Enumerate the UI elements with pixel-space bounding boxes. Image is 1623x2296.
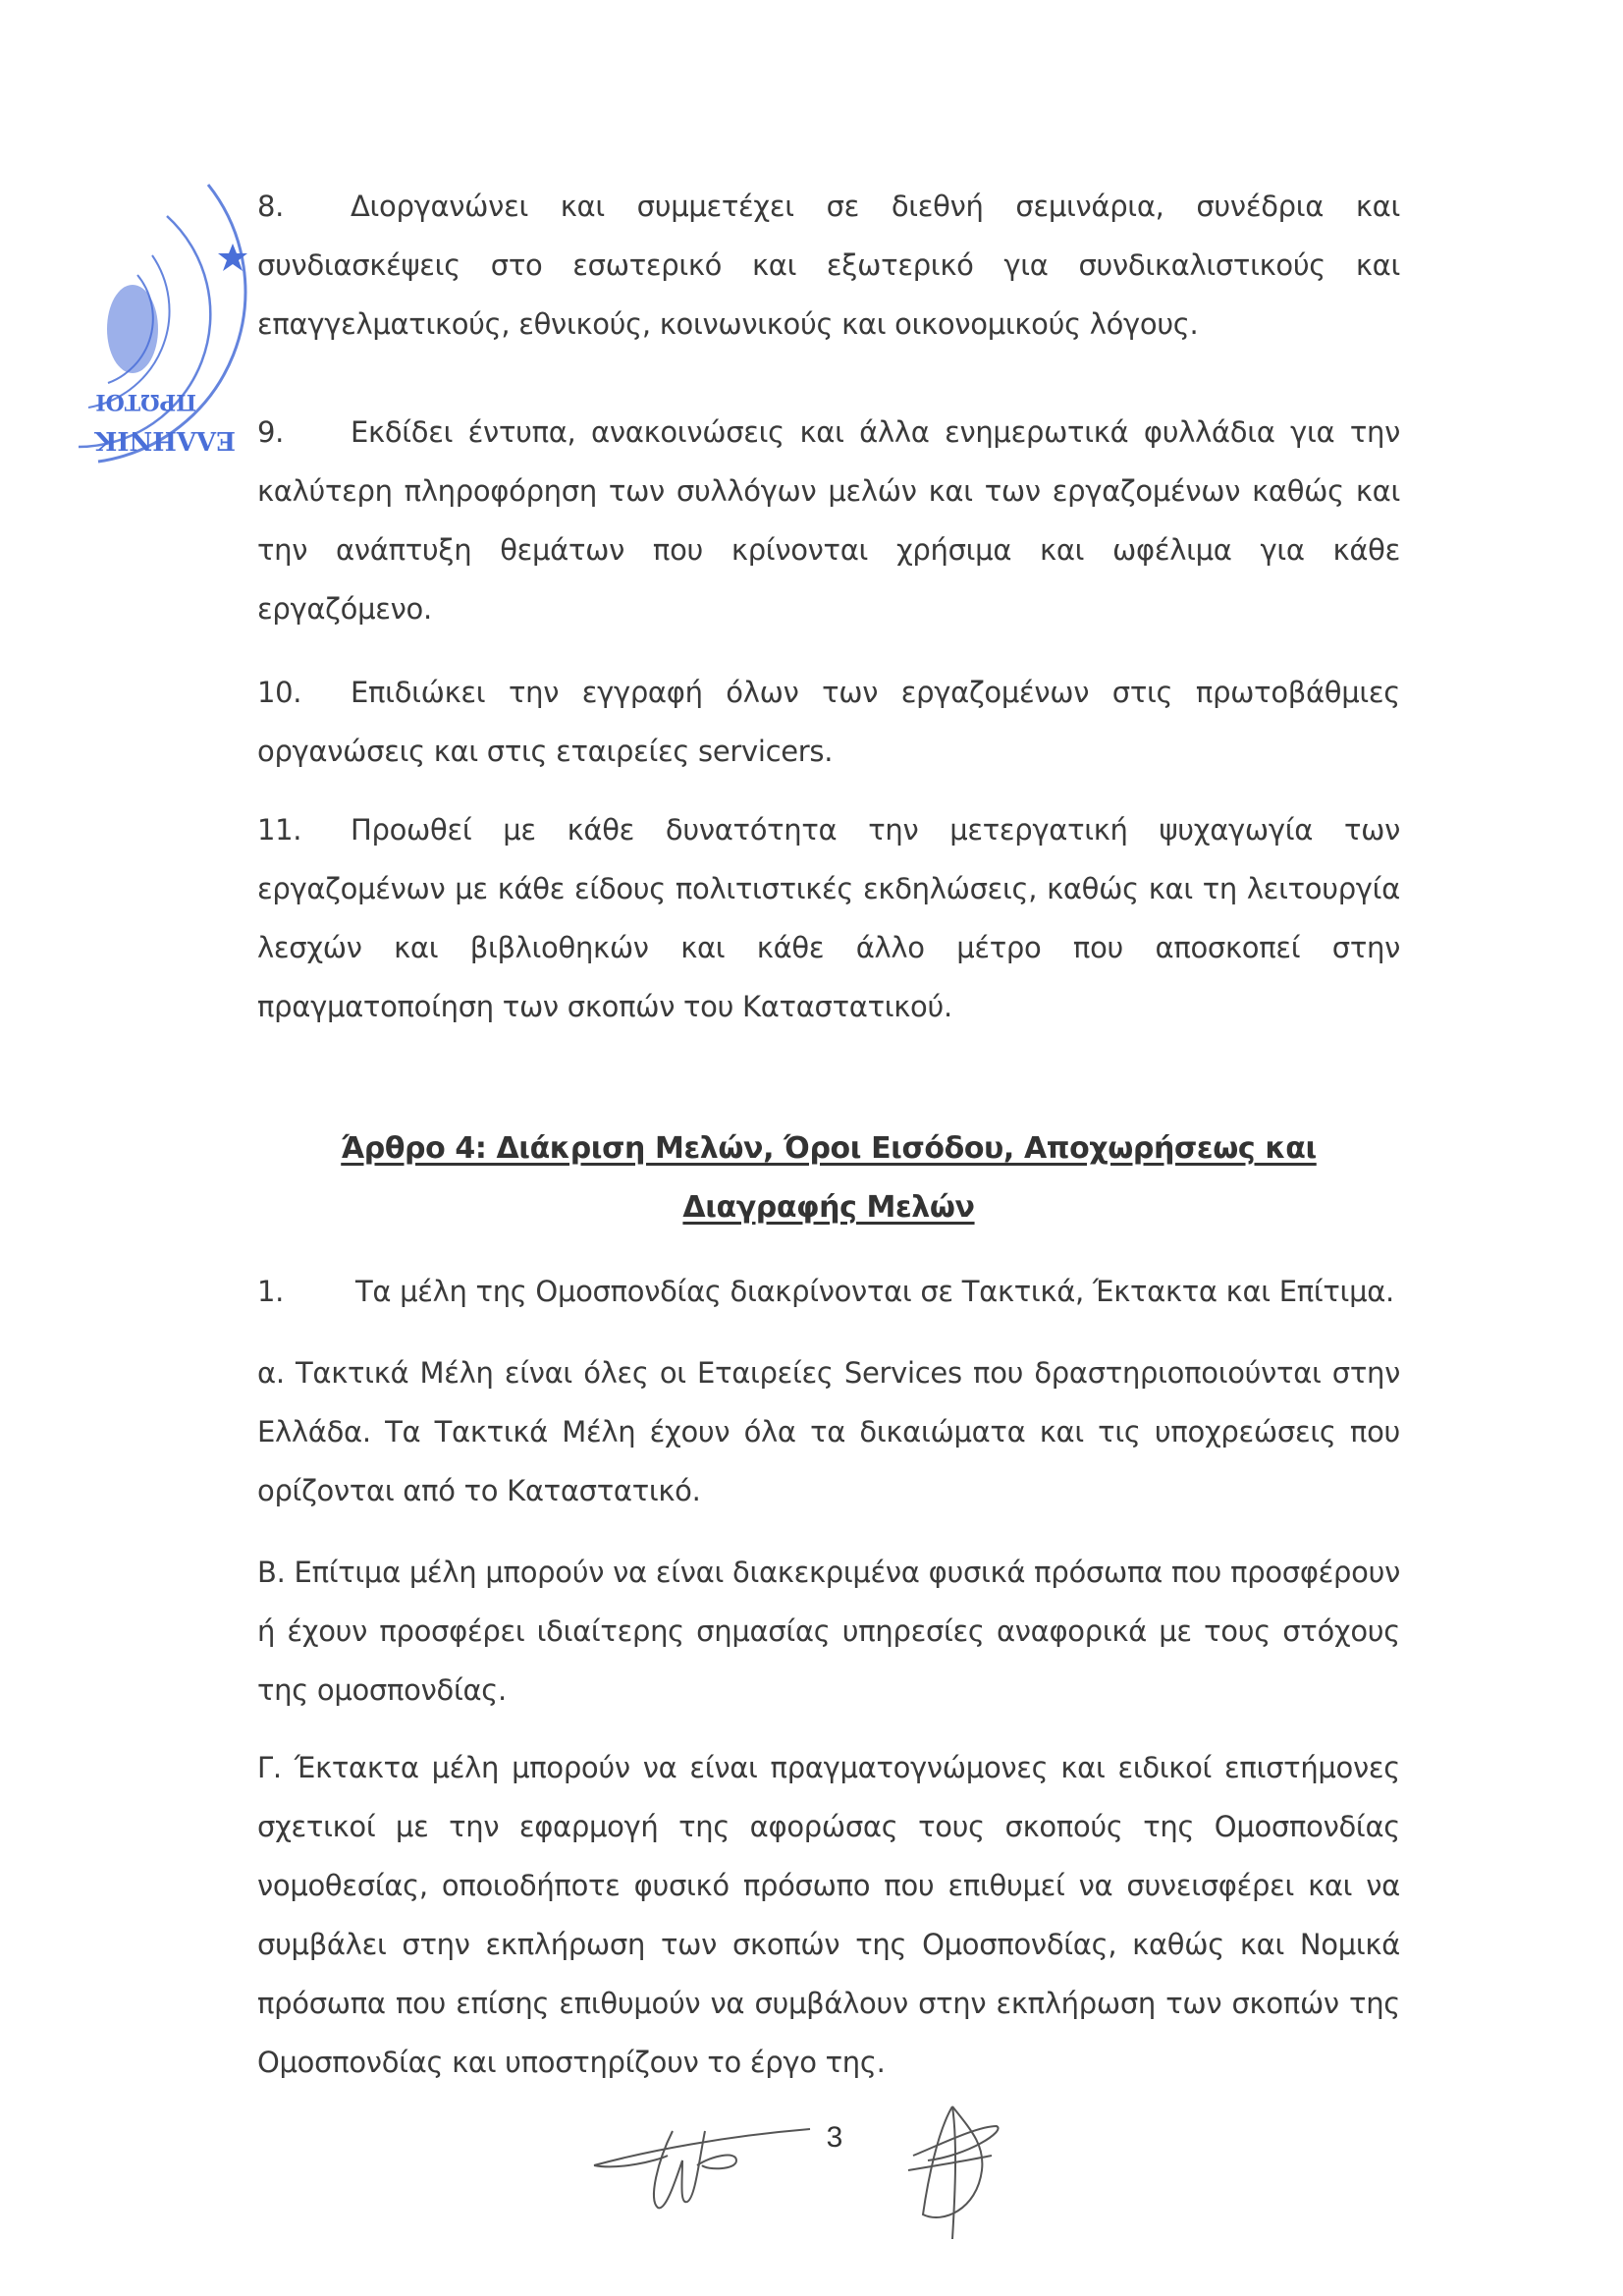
- article-items-section: [257, 1262, 1400, 2106]
- item-text: Τα μέλη της Ομοσπονδίας διακρίνονται σε Τακτικά, Έκτακτα και Επίτιμα.: [355, 1275, 1394, 1308]
- article-item-a: [257, 1343, 1400, 1520]
- list-item-9: [257, 403, 1400, 638]
- list-item-11: [257, 800, 1400, 1036]
- item-number: 9.: [257, 415, 285, 449]
- article-heading-line-2: Διαγραφής Μελών: [682, 1190, 975, 1225]
- item-text: Έκτακτα μέλη μπορούν να είναι πραγματογνώμονες και ειδικοί επιστήμονες σχετικοί με την εφαρμογή της αφορώσας τους σκοπούς της Ομοσπονδίας νομοθεσίας, οποιοδήποτε φυσικό πρόσωπο που επιθυμεί να συνεισφέρει και να συμβάλει στην εκπλήρωση των σκοπών της Ομοσπονδίας, καθώς και Νομικά πρόσωπα που επίσης επιθυμούν να συμβάλουν στην εκπλήρωση των σκοπών της Ομοσπονδίας και υποστηρίζουν το έργο της.: [257, 1751, 1400, 2079]
- item-number: 8.: [257, 190, 285, 223]
- article-item-1: [257, 1262, 1400, 1321]
- item-number: 10.: [257, 676, 302, 709]
- article-heading-line-1: Άρθρο 4: Διάκριση Μελών, Όροι Εισόδου, Αποχωρήσεως και: [341, 1131, 1317, 1166]
- stamp-outer-text: ΕΛΛΗΝΙΚ: [94, 425, 236, 455]
- item-number: Γ.: [257, 1751, 282, 1784]
- signature-right: [898, 2102, 1006, 2239]
- list-item-10: [257, 663, 1400, 781]
- signature-left: [589, 2121, 815, 2219]
- item-number: Β.: [257, 1556, 286, 1589]
- stamp-inner-text: ΠΡΩΤΟΙ: [95, 389, 196, 414]
- stamp-emblem-icon: [107, 285, 158, 373]
- official-stamp: [39, 157, 295, 481]
- article-item-c: [257, 1738, 1400, 2092]
- item-number: 1.: [257, 1275, 285, 1308]
- page-number: 3: [826, 2121, 843, 2154]
- article-item-b: [257, 1543, 1400, 1720]
- item-number: 11.: [257, 813, 302, 847]
- article-heading: [257, 1120, 1400, 1237]
- items-top-section: [257, 177, 1400, 1041]
- item-text: Εκδίδει έντυπα, ανακοινώσεις και άλλα ενημερωτικά φυλλάδια για την καλύτερη πληροφόρηση των συλλόγων μελών και των εργαζομένων καθώς και την ανάπτυξη θεμάτων που κρίνονται χρήσιμα και ωφέλιμα για κάθε εργαζόμενο.: [257, 415, 1400, 626]
- item-text: Επιδιώκει την εγγραφή όλων των εργαζομένων στις πρωτοβάθμιες οργανώσεις και στις εταιρείες servicers.: [257, 676, 1400, 768]
- item-text: Επίτιμα μέλη μπορούν να είναι διακεκριμένα φυσικά πρόσωπα που προσφέρουν ή έχουν προσφέρει ιδιαίτερης σημασίας υπηρεσίες αναφορικά με τους στόχους της ομοσπονδίας.: [257, 1556, 1400, 1707]
- item-text: Προωθεί με κάθε δυνατότητα την μετεργατική ψυχαγωγία των εργαζομένων με κάθε είδους πολιτιστικές εκδηλώσεις, καθώς και τη λειτουργία λεσχών και βιβλιοθηκών και κάθε άλλο μέτρο που αποσκοπεί στην πραγματοποίηση των σκοπών του Καταστατικού.: [257, 813, 1400, 1023]
- list-item-8: [257, 177, 1400, 354]
- item-text: Τακτικά Μέλη είναι όλες οι Εταιρείες Services που δραστηριοποιούνται στην Ελλάδα. Τα Τακτικά Μέλη έχουν όλα τα δικαιώματα και τις υποχρεώσεις που ορίζονται από το Καταστατικό.: [257, 1356, 1400, 1507]
- item-text: Διοργανώνει και συμμετέχει σε διεθνή σεμινάρια, συνέδρια και συνδιασκέψεις στο εσωτερικό και εξωτερικό για συνδικαλιστικούς και επαγγελματικούς, εθνικούς, κοινωνικούς και οικονομικούς λόγους.: [257, 190, 1400, 341]
- item-number: α.: [257, 1356, 285, 1390]
